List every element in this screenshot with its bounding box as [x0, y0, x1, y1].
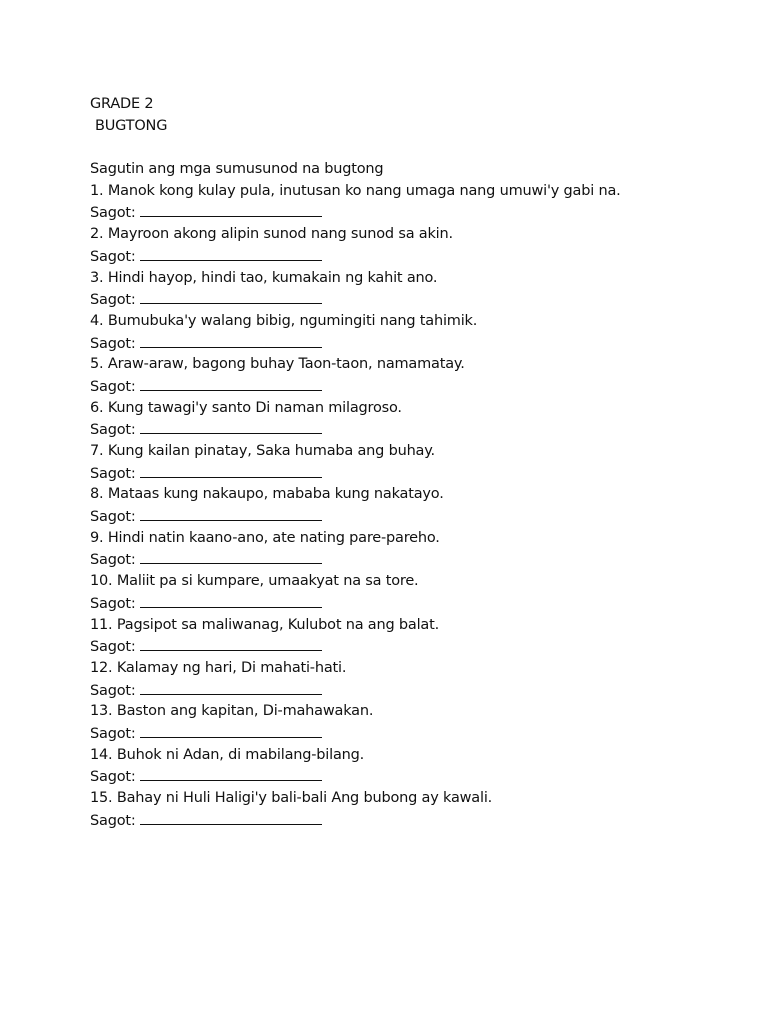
riddle-item [90, 181, 730, 224]
instructions: Sagutin ang mga sumusunod na bugtong [90, 161, 384, 178]
riddle-item [90, 268, 730, 311]
answer-row [90, 723, 730, 745]
riddle-question: 4. Bumubuka'y walang bibig, ngumingiti nang tahimik. [90, 312, 478, 329]
answer-blank[interactable] [140, 723, 322, 738]
answer-label: Sagot: [90, 292, 136, 309]
riddle-question: 7. Kung kailan pinatay, Saka humaba ang buhay. [90, 443, 435, 459]
riddle-question: 10. Maliit pa si kumpare, umaakyat na sa tore. [90, 573, 419, 590]
subject-heading: BUGTONG [95, 117, 168, 134]
answer-blank[interactable] [140, 419, 322, 434]
answer-row [90, 766, 730, 788]
answer-row [90, 593, 730, 615]
riddle-question: 11. Pagsipot sa maliwanag, Kulubot na ang balat. [90, 616, 439, 633]
answer-label: Sagot: [90, 465, 136, 482]
answer-blank[interactable] [140, 333, 322, 348]
answer-blank[interactable] [140, 376, 322, 391]
riddle-question: 8. Mataas kung nakaupo, mababa kung nakatayo. [90, 486, 444, 503]
answer-row [90, 680, 730, 702]
answer-row [90, 810, 730, 832]
riddle-item [90, 311, 730, 354]
answer-row [90, 506, 730, 528]
riddle-item [90, 788, 730, 831]
riddle-item [90, 441, 730, 484]
answer-blank[interactable] [140, 289, 322, 304]
answer-label: Sagot: [90, 639, 136, 656]
answer-label: Sagot: [90, 769, 136, 786]
answer-row [90, 333, 730, 355]
answer-label: Sagot: [90, 552, 136, 569]
riddle-question: 2. Mayroon akong alipin sunod nang sunod sa akin. [90, 226, 453, 243]
riddle-question: 13. Baston ang kapitan, Di-mahawakan. [90, 703, 374, 720]
riddle-item [90, 398, 730, 441]
answer-label: Sagot: [90, 205, 136, 222]
grade-heading: GRADE 2 [90, 96, 154, 112]
answer-label: Sagot: [90, 378, 136, 395]
answer-row [90, 636, 730, 658]
riddle-question: 9. Hindi natin kaano-ano, ate nating pare-pareho. [90, 529, 440, 546]
answer-blank[interactable] [140, 246, 322, 261]
answer-blank[interactable] [140, 506, 322, 521]
answer-row [90, 376, 730, 398]
answer-label: Sagot: [90, 595, 136, 612]
riddle-question: 14. Buhok ni Adan, di mabilang-bilang. [90, 746, 365, 763]
answer-label: Sagot: [90, 335, 136, 352]
riddle-item [90, 745, 730, 788]
riddle-question: 3. Hindi hayop, hindi tao, kumakain ng kahit ano. [90, 269, 438, 286]
answer-blank[interactable] [140, 810, 322, 825]
riddle-question: 1. Manok kong kulay pula, inutusan ko nang umaga nang umuwi'y gabi na. [90, 182, 621, 199]
answer-row [90, 246, 730, 268]
riddle-item [90, 615, 730, 658]
answer-label: Sagot: [90, 422, 136, 439]
answer-blank[interactable] [140, 549, 322, 564]
answer-row [90, 202, 730, 224]
answer-row [90, 419, 730, 441]
answer-label: Sagot: [90, 509, 136, 526]
answer-blank[interactable] [140, 202, 322, 217]
riddle-item [90, 354, 730, 397]
riddle-item [90, 484, 730, 527]
riddle-question: 15. Bahay ni Huli Haligi'y bali-bali Ang bubong ay kawali. [90, 790, 493, 806]
blank-line [90, 137, 730, 159]
riddle-item [90, 224, 730, 267]
worksheet [90, 94, 730, 831]
riddle-question: 6. Kung tawagi'y santo Di naman milagroso. [90, 399, 402, 416]
riddle-item [90, 528, 730, 571]
riddle-question: 12. Kalamay ng hari, Di mahati-hati. [90, 659, 347, 676]
riddle-item [90, 658, 730, 701]
riddle-item [90, 701, 730, 744]
answer-row [90, 463, 730, 485]
answer-blank[interactable] [140, 766, 322, 781]
answer-blank[interactable] [140, 680, 322, 695]
answer-label: Sagot: [90, 725, 136, 742]
answer-blank[interactable] [140, 463, 322, 478]
answer-label: Sagot: [90, 248, 136, 265]
answer-label: Sagot: [90, 682, 136, 699]
riddle-item [90, 571, 730, 614]
answer-row [90, 549, 730, 571]
answer-blank[interactable] [140, 636, 322, 651]
answer-blank[interactable] [140, 593, 322, 608]
answer-label: Sagot: [90, 812, 136, 829]
answer-row [90, 289, 730, 311]
riddle-question: 5. Araw-araw, bagong buhay Taon-taon, namamatay. [90, 356, 465, 373]
riddle-list [90, 181, 730, 832]
